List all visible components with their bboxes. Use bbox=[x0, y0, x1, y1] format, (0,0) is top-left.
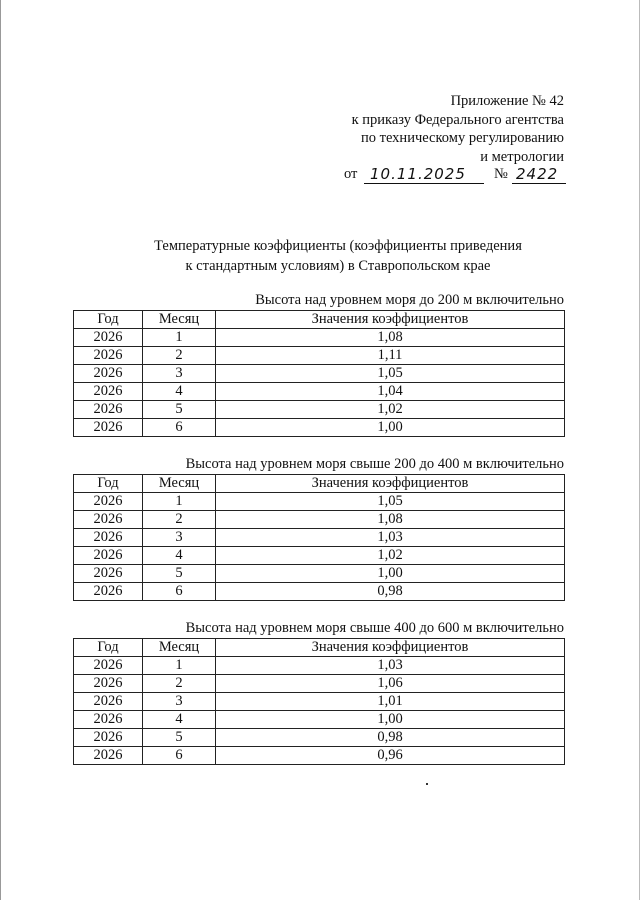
table-caption: Высота над уровнем моря свыше 200 до 400 м включительно bbox=[185, 456, 564, 472]
table-cell: 2026 bbox=[74, 511, 143, 529]
table-cell: 0,98 bbox=[216, 583, 565, 601]
table-cell: 5 bbox=[143, 401, 216, 419]
table-cell: 2026 bbox=[74, 529, 143, 547]
table-row bbox=[74, 747, 565, 765]
number-label: № bbox=[494, 166, 508, 182]
coefficients-table bbox=[73, 310, 565, 437]
table-cell: 1,02 bbox=[216, 547, 565, 565]
table-row bbox=[74, 347, 565, 365]
table-cell: 3 bbox=[143, 365, 216, 383]
table-row bbox=[74, 675, 565, 693]
table-cell: 5 bbox=[143, 565, 216, 583]
table-cell: 1,06 bbox=[216, 675, 565, 693]
table-cell: 6 bbox=[143, 583, 216, 601]
table-cell: 3 bbox=[143, 693, 216, 711]
table-cell: 1,00 bbox=[216, 565, 565, 583]
table-cell: 4 bbox=[143, 711, 216, 729]
coefficients-table bbox=[73, 474, 565, 601]
table-cell: 1,00 bbox=[216, 711, 565, 729]
table-cell: 1 bbox=[143, 657, 216, 675]
table-cell: 2 bbox=[143, 347, 216, 365]
table-cell: 2 bbox=[143, 675, 216, 693]
table-cell: 2 bbox=[143, 511, 216, 529]
table-cell: 2026 bbox=[74, 729, 143, 747]
order-date-number bbox=[344, 166, 566, 186]
column-header: Год bbox=[74, 475, 143, 493]
table-cell: 1,02 bbox=[216, 401, 565, 419]
table-cell: 1,03 bbox=[216, 657, 565, 675]
table-row bbox=[74, 401, 565, 419]
table-row bbox=[74, 657, 565, 675]
column-header: Месяц bbox=[143, 639, 216, 657]
table-cell: 2026 bbox=[74, 365, 143, 383]
table-cell: 1,00 bbox=[216, 419, 565, 437]
coefficients-table bbox=[73, 638, 565, 765]
table-cell: 2026 bbox=[74, 347, 143, 365]
column-header: Месяц bbox=[143, 311, 216, 329]
table-cell: 2026 bbox=[74, 711, 143, 729]
table-row bbox=[74, 729, 565, 747]
table-row bbox=[74, 329, 565, 347]
column-header: Год bbox=[74, 311, 143, 329]
table-cell: 2026 bbox=[74, 383, 143, 401]
column-header: Значения коэффициентов bbox=[216, 475, 565, 493]
table-row bbox=[74, 511, 565, 529]
table-cell: 3 bbox=[143, 529, 216, 547]
header-line: по техническому регулированию bbox=[360, 130, 564, 146]
table-header bbox=[74, 639, 565, 657]
column-header: Значения коэффициентов bbox=[216, 639, 565, 657]
title-line: Температурные коэффициенты (коэффициенты приведения bbox=[154, 238, 522, 254]
table-cell: 1,08 bbox=[216, 329, 565, 347]
table-row bbox=[74, 383, 565, 401]
table-cell: 2026 bbox=[74, 329, 143, 347]
table-row bbox=[74, 547, 565, 565]
table-cell: 2026 bbox=[74, 565, 143, 583]
table-cell: 2026 bbox=[74, 583, 143, 601]
table-row bbox=[74, 583, 565, 601]
table-cell: 4 bbox=[143, 547, 216, 565]
table-row bbox=[74, 529, 565, 547]
table-row bbox=[74, 693, 565, 711]
appendix-header bbox=[352, 92, 564, 166]
table-cell: 1,05 bbox=[216, 493, 565, 511]
table-cell: 2026 bbox=[74, 419, 143, 437]
table-row bbox=[74, 493, 565, 511]
table-cell: 6 bbox=[143, 747, 216, 765]
header-line: к приказу Федерального агентства bbox=[351, 111, 564, 128]
title-line: к стандартным условиям) в Ставропольском крае bbox=[185, 258, 491, 274]
table-row bbox=[74, 711, 565, 729]
table-cell: 2026 bbox=[74, 493, 143, 511]
table-cell: 4 bbox=[143, 383, 216, 401]
table-cell: 1,04 bbox=[216, 383, 565, 401]
table-row bbox=[74, 365, 565, 383]
column-header: Месяц bbox=[143, 475, 216, 493]
header-line: и метрологии bbox=[480, 148, 564, 165]
table-cell: 1,11 bbox=[216, 347, 565, 365]
column-header: Год bbox=[74, 639, 143, 657]
column-header: Значения коэффициентов bbox=[216, 311, 565, 329]
table-cell: 1,05 bbox=[216, 365, 565, 383]
table-cell: 2026 bbox=[74, 401, 143, 419]
table-cell: 1 bbox=[143, 329, 216, 347]
table-cell: 6 bbox=[143, 419, 216, 437]
table-cell: 2026 bbox=[74, 747, 143, 765]
table-cell: 2026 bbox=[74, 675, 143, 693]
table-header bbox=[74, 475, 565, 493]
table-row bbox=[74, 419, 565, 437]
table-row bbox=[74, 565, 565, 583]
table-cell: 0,96 bbox=[216, 747, 565, 765]
table-cell: 2026 bbox=[74, 657, 143, 675]
table-cell: 2026 bbox=[74, 693, 143, 711]
table-caption: Высота над уровнем моря до 200 м включительно bbox=[255, 292, 564, 308]
table-cell: 1,03 bbox=[216, 529, 565, 547]
table-caption: Высота над уровнем моря свыше 400 до 600 м включительно bbox=[185, 620, 564, 636]
table-cell: 1,08 bbox=[216, 511, 565, 529]
handwritten-number: 2422 bbox=[516, 165, 559, 183]
table-cell: 0,98 bbox=[216, 729, 565, 747]
handwritten-date: 10.11.2025 bbox=[370, 165, 466, 183]
header-line: Приложение № 42 bbox=[450, 93, 564, 109]
table-header bbox=[74, 311, 565, 329]
table-cell: 2026 bbox=[74, 547, 143, 565]
table-cell: 1,01 bbox=[216, 693, 565, 711]
table-cell: 5 bbox=[143, 729, 216, 747]
from-label: от bbox=[344, 166, 358, 182]
table-cell: 1 bbox=[143, 493, 216, 511]
document-title bbox=[101, 236, 575, 276]
